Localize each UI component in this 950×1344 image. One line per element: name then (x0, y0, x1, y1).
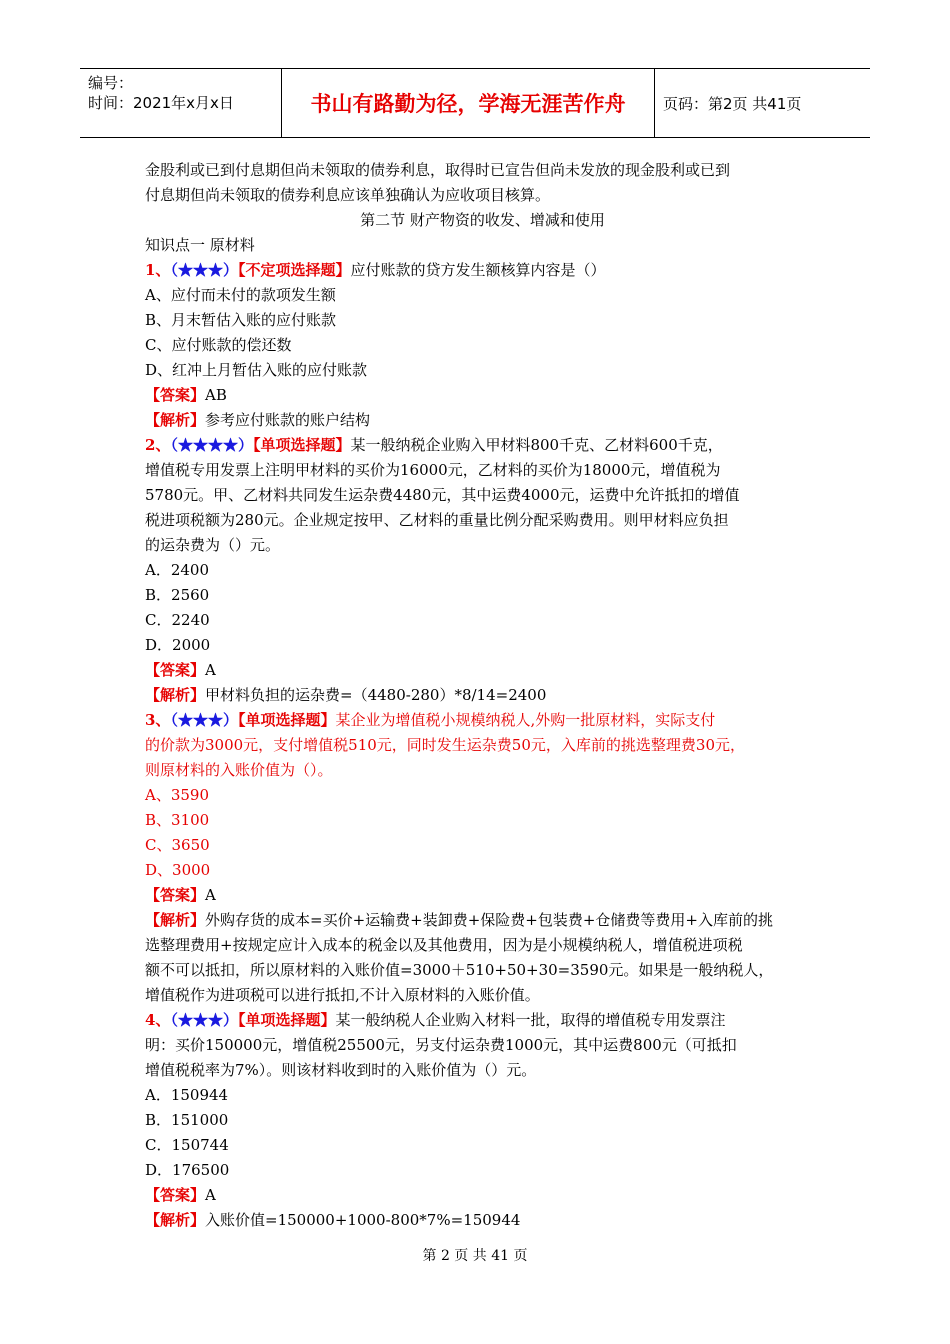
question-stem (145, 708, 820, 733)
stem-text: 某企业为增值税小规模纳税人,外购一批原材料，实际支付 (335, 711, 716, 729)
answer-value: A (205, 1186, 216, 1204)
option: D、3000 (145, 861, 211, 879)
analysis-text: 参考应付账款的账户结构 (205, 411, 371, 429)
stem-line: 增值税专用发票上注明甲材料的买价为16000元，乙材料的买价为18000元，增值税为 (145, 461, 721, 479)
option: C．2240 (145, 611, 210, 629)
difficulty-stars: （★★★） (170, 1011, 238, 1029)
difficulty-stars: （★★★） (170, 261, 238, 279)
difficulty-stars: （★★★★） (170, 436, 253, 454)
stem-text: 某一般纳税人企业购入材料一批，取得的增值税专用发票注 (335, 1011, 726, 1029)
option: D、红冲上月暂估入账的应付账款 (145, 361, 368, 379)
header-meta (80, 69, 282, 137)
stem-line: 明：买价150000元，增值税25500元，另支付运杂费1000元，其中运费800元（可抵扣 (145, 1036, 737, 1054)
answer-value: A (205, 661, 216, 679)
page-header (80, 68, 870, 138)
answer-line (145, 883, 820, 908)
question (145, 433, 820, 708)
option: C．150744 (145, 1136, 229, 1154)
answer-label: 【答案】 (145, 661, 206, 679)
analysis-line: 额不可以抵扣，所以原材料的入账价值=3000＋510+50+30=3590元。如果是一般纳税人， (145, 961, 774, 979)
stem-text: 某一般纳税企业购入甲材料800千克、乙材料600千克， (350, 436, 723, 454)
answer-line (145, 658, 820, 683)
question (145, 1008, 820, 1233)
stem-line: 5780元。甲、乙材料共同发生运杂费4480元，其中运费4000元，运费中允许抵扣的增值 (145, 486, 740, 504)
answer-value: AB (205, 386, 227, 404)
option: C、3650 (145, 836, 210, 854)
option: C、应付账款的偿还数 (145, 336, 292, 354)
option: A．150944 (145, 1086, 229, 1104)
answer-line (145, 383, 820, 408)
answer-label: 【答案】 (145, 386, 206, 404)
document-body (145, 158, 820, 1233)
question-type: 【单项选择题】 (237, 1011, 336, 1029)
analysis-label: 【解析】 (145, 686, 206, 704)
analysis-label: 【解析】 (145, 1211, 206, 1229)
answer-value: A (205, 886, 216, 904)
analysis-label: 【解析】 (145, 911, 206, 929)
analysis-line (145, 408, 820, 433)
option: A、应付而未付的款项发生额 (145, 286, 336, 304)
question-number: 4、 (145, 1011, 171, 1029)
option: B、月末暂估入账的应付账款 (145, 311, 337, 329)
analysis-text: 外购存货的成本=买价+运输费+装卸费+保险费+包装费+仓储费等费用+入库前的挑 (205, 911, 773, 929)
number-label: 编号： (88, 74, 134, 92)
stem-line: 的价款为3000元，支付增值税510元，同时发生运杂费50元，入库前的挑选整理费30元， (145, 736, 745, 754)
option: D．2000 (145, 636, 211, 654)
question-number: 2、 (145, 436, 171, 454)
page-footer: 第 2 页 共 41 页 (422, 1248, 528, 1264)
intro-line: 金股利或已到付息期但尚未领取的债券利息，取得时已宣告但尚未发放的现金股利或已到 (145, 161, 731, 179)
analysis-line (145, 683, 820, 708)
date-label: 时间：2021年x月x日 (88, 94, 234, 112)
question-type: 【单项选择题】 (252, 436, 351, 454)
option: B、3100 (145, 811, 210, 829)
stem-line: 税进项税额为280元。企业规定按甲、乙材料的重量比例分配采购费用。则甲材料应负担 (145, 511, 729, 529)
question-type: 【单项选择题】 (237, 711, 336, 729)
stem-line: 增值税税率为7%）。则该材料收到时的入账价值为（）元。 (145, 1061, 537, 1079)
question (145, 708, 820, 1008)
analysis-line (145, 908, 820, 933)
option: A．2400 (145, 561, 210, 579)
intro-line: 付息期但尚未领取的债券利息应该单独确认为应收项目核算。 (145, 186, 551, 204)
page-info: 页码：第2页 共41页 (663, 94, 802, 113)
section-title: 第二节 财产物资的收发、增减和使用 (360, 211, 605, 229)
answer-line (145, 1183, 820, 1208)
question-stem (145, 258, 820, 283)
answer-label: 【答案】 (145, 886, 206, 904)
answer-label: 【答案】 (145, 1186, 206, 1204)
analysis-text: 甲材料负担的运杂费=（4480-280）*8/14=2400 (205, 686, 547, 704)
question-stem (145, 1008, 820, 1033)
header-motto: 书山有路勤为径，学海无涯苦作舟 (282, 69, 655, 137)
stem-line: 则原材料的入账价值为（）。 (145, 761, 333, 779)
question (145, 258, 820, 433)
stem-line: 的运杂费为（）元。 (145, 536, 281, 554)
analysis-line (145, 1208, 820, 1233)
analysis-line: 选整理费用+按规定应计入成本的税金以及其他费用，因为是小规模纳税人，增值税进项税 (145, 936, 743, 954)
question-number: 1、 (145, 261, 171, 279)
analysis-text: 入账价值=150000+1000-800*7%=150944 (205, 1211, 521, 1229)
option: A、3590 (145, 786, 210, 804)
option: B．151000 (145, 1111, 229, 1129)
knowledge-point: 知识点一 原材料 (145, 236, 255, 254)
question-type: 【不定项选择题】 (237, 261, 351, 279)
analysis-label: 【解析】 (145, 411, 206, 429)
option: B．2560 (145, 586, 210, 604)
analysis-line: 增值税作为进项税可以进行抵扣,不计入原材料的入账价值。 (145, 986, 540, 1004)
option: D．176500 (145, 1161, 230, 1179)
question-number: 3、 (145, 711, 171, 729)
difficulty-stars: （★★★） (170, 711, 238, 729)
question-stem (145, 433, 820, 458)
stem-text: 应付账款的贷方发生额核算内容是（） (350, 261, 606, 279)
